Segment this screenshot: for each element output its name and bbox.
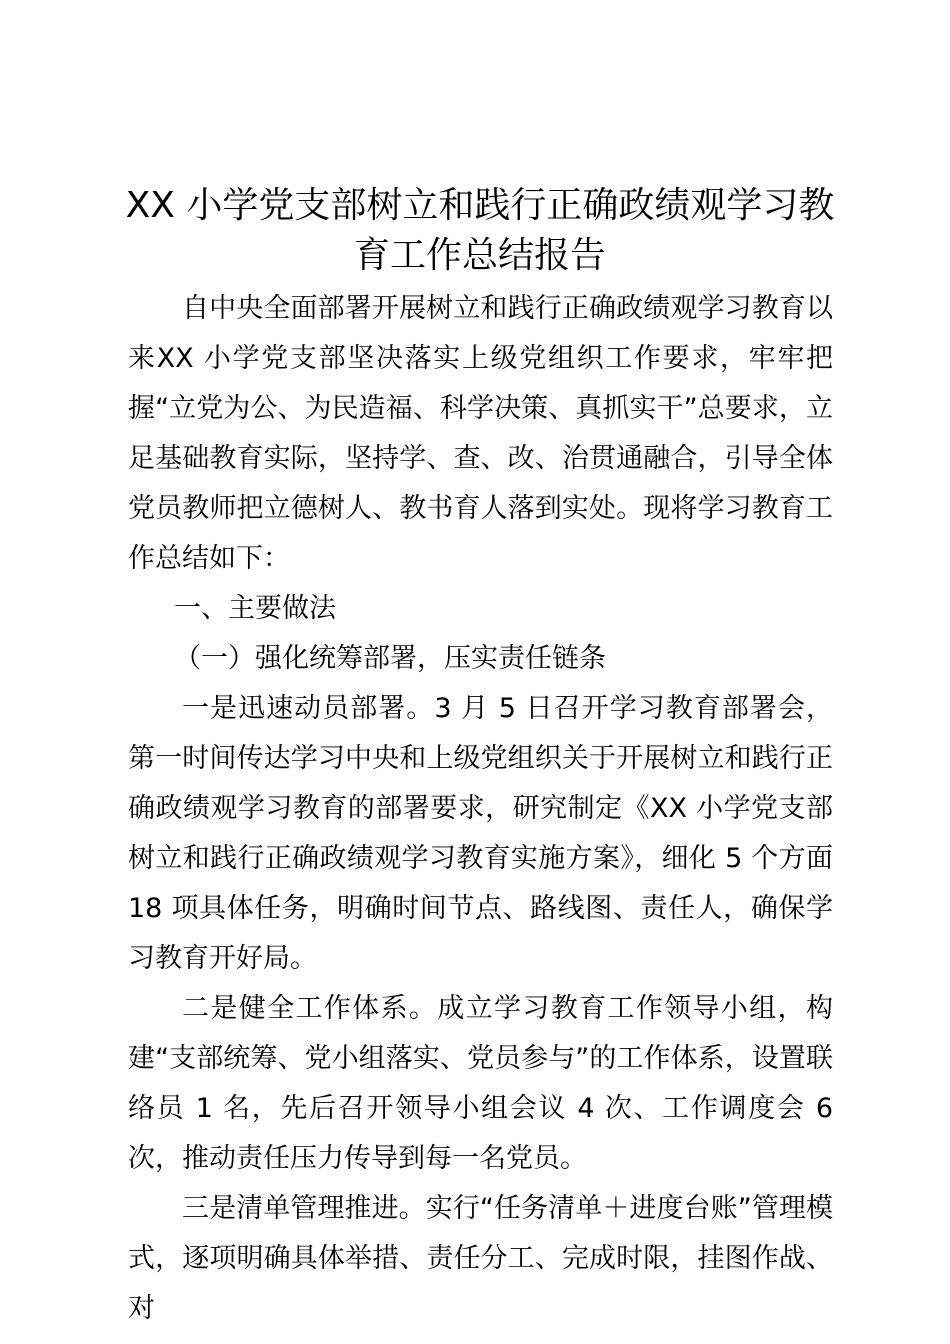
paragraph-work-system: 二是健全工作体系。成立学习教育工作领导小组，构建“支部统筹、党小组落实、党员参与”的工作体系，设置联络员 1 名，先后召开领导小组会议 4 次、工作调度会 6 次，推动责任压力传导到每一名党员。 xyxy=(128,993,833,1174)
paragraph-checklist-management: 三是清单管理推进。实行“任务清单＋进度台账”管理模式，逐项明确具体举措、责任分工、完成时限，挂图作战、对 xyxy=(128,1193,833,1324)
document-title-line-2: 育工作总结报告 xyxy=(353,235,606,276)
subsection-heading-coordination: （一）强化统筹部署，压实责任链条 xyxy=(174,643,606,674)
document-title-line-1: XX 小学党支部树立和践行正确政绩观学习教 xyxy=(125,185,835,226)
intro-paragraph: 自中央全面部署开展树立和践行正确政绩观学习教育以来XX 小学党支部坚决落实上级党组织工作要求，牢牢把握“立党为公、为民造福、科学决策、真抓实干”总要求，立足基础教育实际，坚持学、查、改、治贯通融合，引导全体党员教师把立德树人、教书育人落到实处。现将学习教育工作总结如下： xyxy=(128,293,833,574)
section-heading-main-practices: 一、主要做法 xyxy=(174,593,336,624)
paragraph-mobilization: 一是迅速动员部署。3 月 5 日召开学习教育部署会，第一时间传达学习中央和上级党组织关于开展树立和践行正确政绩观学习教育的部署要求，研究制定《XX 小学党支部树立和践行正确政绩观学习教育实施方案》，细化 5 个方面 18 项具体任务，明确时间节点、路线图、责任人，确保学习教育开好局。 xyxy=(128,693,833,974)
document-body xyxy=(128,284,833,1334)
